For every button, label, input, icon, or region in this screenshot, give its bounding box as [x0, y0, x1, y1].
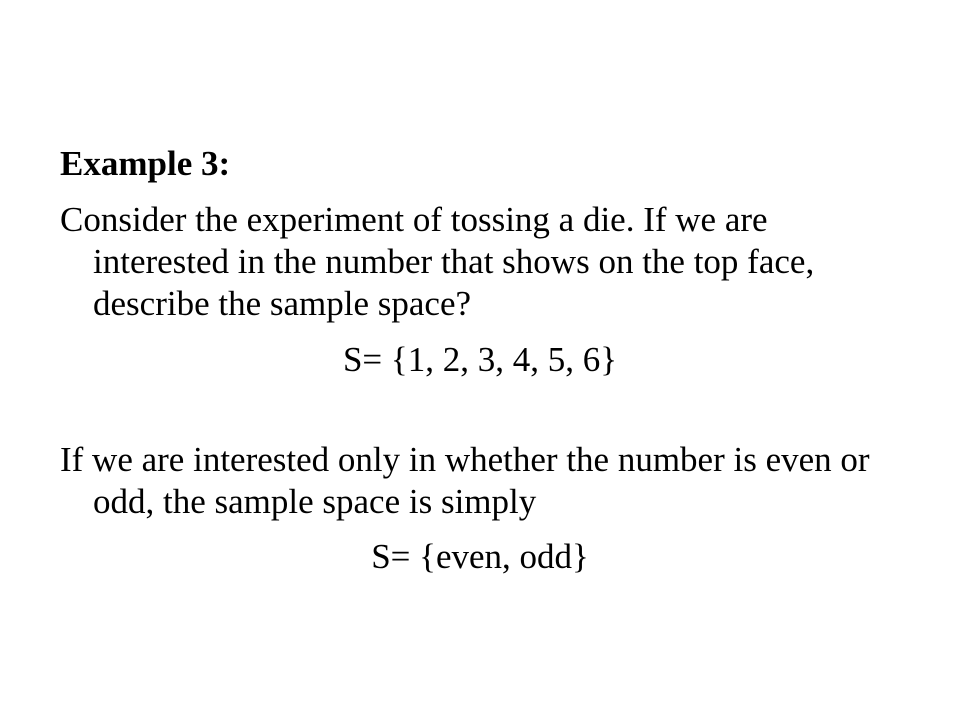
question-paragraph: Consider the experiment of tossing a die. If we are interested in the number that shows on the top face, describe the sample space?: [60, 200, 815, 323]
sample-space-numbers: S= {1, 2, 3, 4, 5, 6}: [342, 340, 618, 379]
sample-space-even-odd: S= {even, odd}: [371, 537, 589, 576]
example-heading: Example 3:: [60, 144, 231, 183]
slide-content: [60, 143, 900, 578]
even-odd-paragraph: If we are interested only in whether the number is even or odd, the sample space is simply: [60, 440, 870, 521]
